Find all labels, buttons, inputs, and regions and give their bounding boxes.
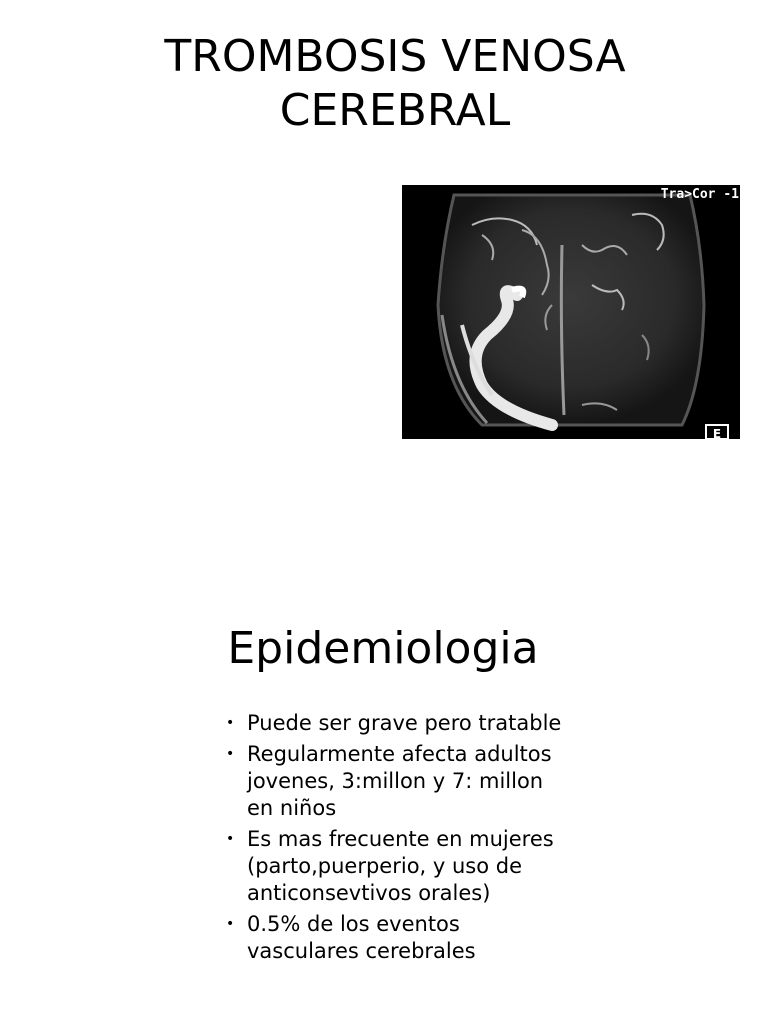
image-overlay-label: Tra>Cor -1 [660, 187, 739, 202]
slide-title-line1: TROMBOSIS VENOSA [164, 31, 626, 82]
bullet-text: Puede ser grave pero tratable [247, 711, 562, 735]
bullet-item [226, 911, 566, 965]
bullet-text: 0.5% de los eventos vasculares cerebrales [247, 912, 476, 963]
slide-title [0, 30, 768, 138]
mri-venogram-graphic [402, 185, 740, 439]
bullet-item [226, 710, 566, 737]
section-title: Epidemiologia [227, 623, 539, 674]
bullet-text: Regularmente afecta adultos jovenes, 3:millon y 7: millon en niños [247, 742, 552, 820]
image-corner-marker: E [712, 427, 722, 439]
bullet-icon: • [226, 831, 235, 847]
bullet-icon: • [226, 746, 235, 762]
mri-venogram-image [402, 185, 740, 439]
bullet-icon: • [226, 715, 235, 731]
slide-title-line2: CEREBRAL [279, 85, 511, 136]
bullet-icon: • [226, 916, 235, 932]
bullet-list [226, 710, 566, 969]
bullet-item [226, 741, 566, 822]
bullet-text: Es mas frecuente en mujeres (parto,puerperio, y uso de anticonsevtivos orales) [247, 827, 554, 905]
bullet-item [226, 826, 566, 907]
